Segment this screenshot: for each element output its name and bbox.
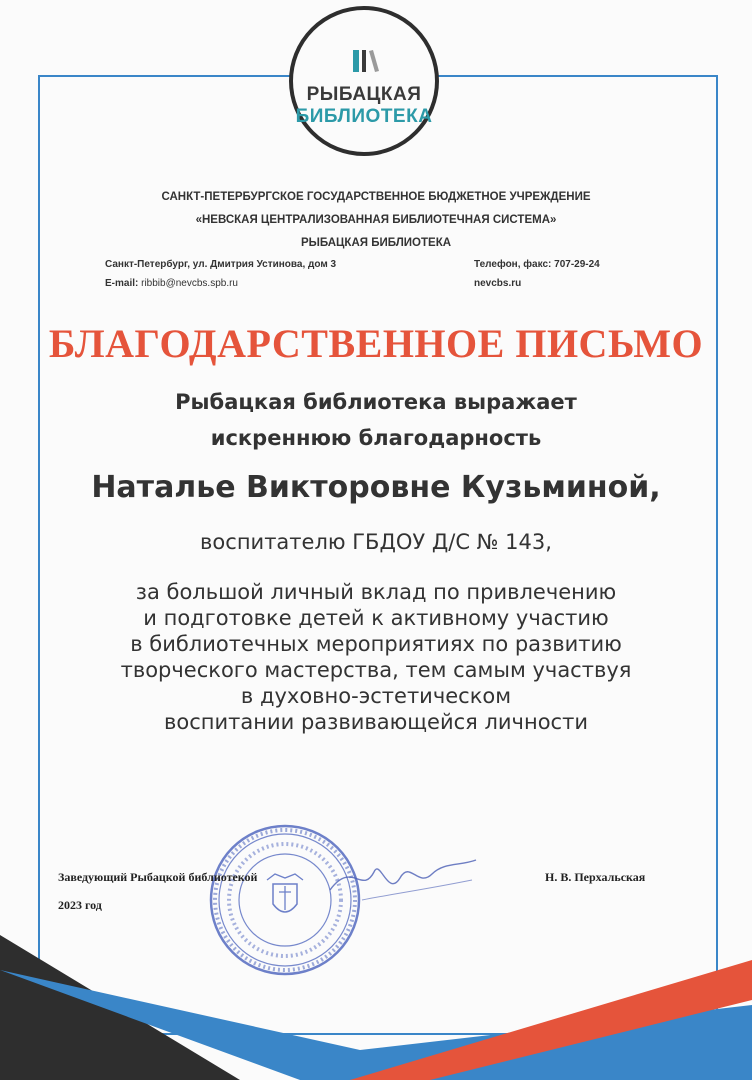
reason-line: в библиотечных мероприятиях по развитию <box>130 632 622 656</box>
handwritten-signature <box>322 850 482 910</box>
library-logo <box>289 6 439 156</box>
recipient-name: Наталье Викторовне Кузьминой, <box>91 470 661 505</box>
intro-line1: Рыбацкая библиотека выражает <box>175 390 577 414</box>
letter-title: БЛАГОДАРСТВЕННОЕ ПИСЬМО <box>48 321 704 366</box>
reason-line: творческого мастерства, тем самым участвуя <box>120 658 632 682</box>
intro-line2: искреннюю благодарность <box>210 426 542 450</box>
email-label: E-mail: <box>105 278 139 289</box>
signer-role: Заведующий Рыбацкой библиотекой <box>58 870 258 884</box>
signer-name: Н. В. Перхальская <box>545 870 646 884</box>
logo-text-line2: БИБЛИОТЕКА <box>295 106 433 127</box>
website: nevcbs.ru <box>474 278 522 289</box>
org-name-line2: «НЕВСКАЯ ЦЕНТРАЛИЗОВАННАЯ БИБЛИОТЕЧНАЯ СИСТЕМА» <box>195 214 557 226</box>
reason-line: воспитании развивающейся личности <box>164 710 588 734</box>
address: Санкт-Петербург, ул. Дмитрия Устинова, дом 3 <box>105 259 337 270</box>
reason-line: и подготовке детей к активному участию <box>143 606 609 630</box>
logo-text-line1: РЫБАЦКАЯ <box>306 84 422 105</box>
recipient-position: воспитателю ГБДОУ Д/С № 143, <box>200 530 552 554</box>
reason-line: в духовно-эстетическом <box>240 684 512 708</box>
org-name-line1: САНКТ-ПЕТЕРБУРГСКОЕ ГОСУДАРСТВЕННОЕ БЮДЖЕТНОЕ УЧРЕЖДЕНИЕ <box>161 191 591 203</box>
letter-year: 2023 год <box>58 898 102 912</box>
reason-line: за большой личный вклад по привлечению <box>135 580 617 604</box>
phone-fax: Телефон, факс: 707-29-24 <box>474 259 600 270</box>
org-name-line3: РЫБАЦКАЯ БИБЛИОТЕКА <box>300 237 452 249</box>
email-value: ribbib@nevcbs.spb.ru <box>141 278 238 289</box>
email-line <box>105 278 238 289</box>
books-icon <box>351 48 383 74</box>
